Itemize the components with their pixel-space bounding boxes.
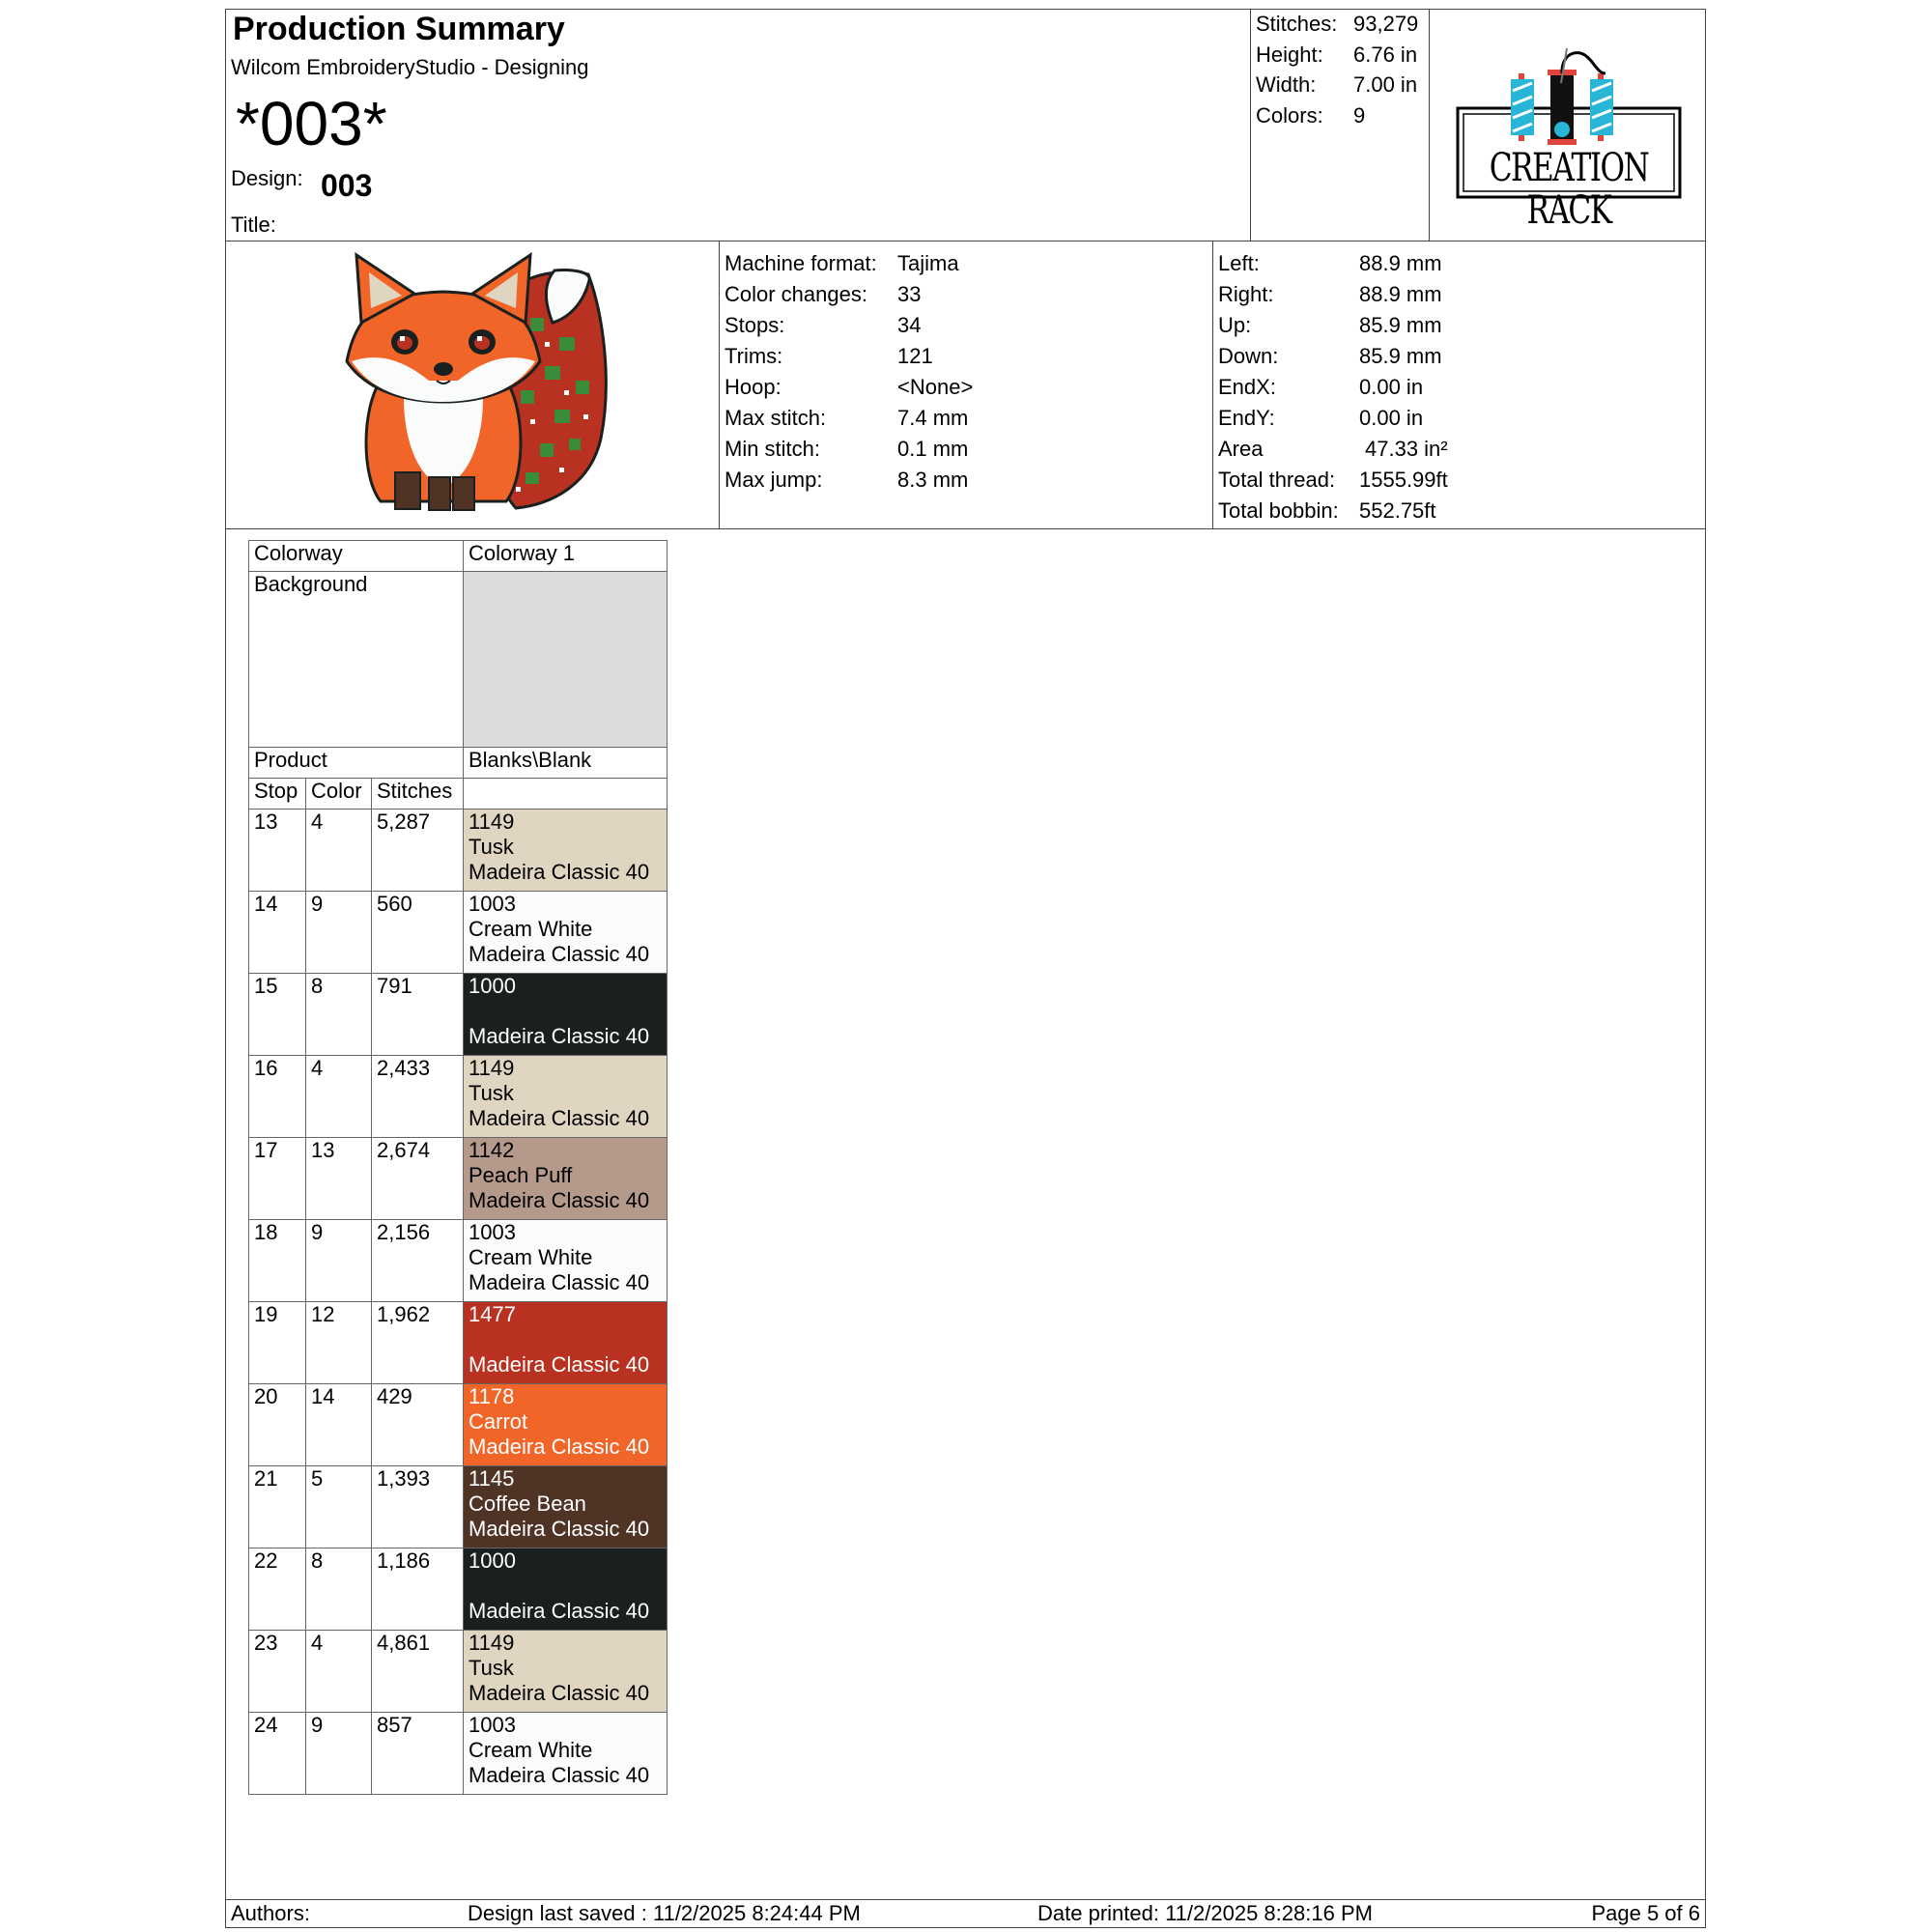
- right-value: 88.9 mm: [1359, 282, 1442, 306]
- stitches-value: 93,279: [1353, 12, 1419, 36]
- thread-swatch: [464, 1056, 668, 1138]
- stop-cell: 14: [249, 892, 306, 974]
- thread-name: Carrot: [469, 1409, 528, 1434]
- stop-cell: 18: [249, 1220, 306, 1302]
- trims-label: Trims:: [724, 344, 783, 368]
- stitches-cell: 5,287: [372, 810, 464, 892]
- color-cell: 8: [306, 1548, 372, 1631]
- thread-row: [249, 810, 668, 892]
- thread-row: [249, 892, 668, 974]
- down-label: Down:: [1218, 344, 1279, 368]
- thread-name: [469, 1327, 662, 1352]
- colorway-label: Colorway: [249, 541, 464, 572]
- design-code: *003*: [236, 89, 387, 158]
- right-label: Right:: [1218, 282, 1274, 306]
- color-cell: 12: [306, 1302, 372, 1384]
- thread-brand: Madeira Classic 40: [469, 1352, 650, 1377]
- product-row: [249, 748, 668, 779]
- thread-brand: Madeira Classic 40: [469, 942, 650, 966]
- thread-swatch: [464, 1713, 668, 1795]
- stitches-cell: 560: [372, 892, 464, 974]
- design-value: 003: [321, 168, 373, 203]
- left-label: Left:: [1218, 251, 1260, 275]
- color-cell: 9: [306, 1220, 372, 1302]
- stop-cell: 20: [249, 1384, 306, 1466]
- max-stitch-label: Max stitch:: [724, 406, 827, 430]
- stop-cell: 16: [249, 1056, 306, 1138]
- thread-row: [249, 1056, 668, 1138]
- colorway-value: Colorway 1: [464, 541, 668, 572]
- max-jump-value: 8.3 mm: [897, 468, 969, 492]
- color-changes-label: Color changes:: [724, 282, 867, 306]
- thread-row: [249, 1466, 668, 1548]
- stop-cell: 15: [249, 974, 306, 1056]
- footer-saved: Design last saved : 11/2/2025 8:24:44 PM: [468, 1901, 861, 1925]
- thread-swatch: [464, 1631, 668, 1713]
- color-cell: 8: [306, 974, 372, 1056]
- total-thread-value: 1555.99ft: [1359, 468, 1448, 492]
- thread-code: 1149: [469, 1631, 515, 1655]
- color-cell: 14: [306, 1384, 372, 1466]
- thread-brand: Madeira Classic 40: [469, 1024, 650, 1048]
- thread-brand: Madeira Classic 40: [469, 1599, 650, 1623]
- stitches-cell: 1,393: [372, 1466, 464, 1548]
- thread-code: 1145: [469, 1466, 515, 1491]
- thread-code: 1003: [469, 1220, 516, 1244]
- colorway-header-row: [249, 541, 668, 572]
- machine-format-value: Tajima: [897, 251, 959, 275]
- up-label: Up:: [1218, 313, 1252, 337]
- thread-name: [469, 1574, 662, 1599]
- machine-format-label: Machine format:: [724, 251, 877, 275]
- color-cell: 9: [306, 1713, 372, 1795]
- thread-swatch: [464, 1548, 668, 1631]
- thread-swatch: [464, 1220, 668, 1302]
- thread-row: [249, 1220, 668, 1302]
- color-cell: 9: [306, 892, 372, 974]
- area-label: Area: [1218, 437, 1264, 461]
- thread-code: 1142: [469, 1138, 515, 1162]
- product-label: Product: [249, 748, 464, 779]
- colorway-table: [248, 540, 668, 1795]
- thread-name: Coffee Bean: [469, 1492, 586, 1516]
- stitches-cell: 791: [372, 974, 464, 1056]
- thread-row: [249, 1631, 668, 1713]
- thread-name: Tusk: [469, 1656, 514, 1680]
- thread-row: [249, 1548, 668, 1631]
- color-changes-value: 33: [897, 282, 922, 306]
- stop-cell: 24: [249, 1713, 306, 1795]
- thread-row: [249, 974, 668, 1056]
- thread-row: [249, 1302, 668, 1384]
- color-cell: 4: [306, 1056, 372, 1138]
- thread-brand: Madeira Classic 40: [469, 1270, 650, 1294]
- thread-code: 1003: [469, 1713, 516, 1737]
- total-bobbin-label: Total bobbin:: [1218, 498, 1339, 523]
- stop-cell: 22: [249, 1548, 306, 1631]
- thread-code: 1149: [469, 1056, 515, 1080]
- max-stitch-value: 7.4 mm: [897, 406, 969, 430]
- footer-printed: Date printed: 11/2/2025 8:28:16 PM: [1037, 1901, 1373, 1925]
- thread-brand: Madeira Classic 40: [469, 1681, 650, 1705]
- stitches-cell: 857: [372, 1713, 464, 1795]
- col-stop-header: Stop: [249, 779, 306, 810]
- product-value: Blanks\Blank: [464, 748, 668, 779]
- endx-label: EndX:: [1218, 375, 1276, 399]
- thread-brand: Madeira Classic 40: [469, 1188, 650, 1212]
- design-label: Design:: [231, 166, 303, 190]
- colors-value: 9: [1353, 103, 1366, 128]
- stops-value: 34: [897, 313, 922, 337]
- thread-swatch: [464, 1384, 668, 1466]
- thread-swatch: [464, 1138, 668, 1220]
- max-jump-label: Max jump:: [724, 468, 823, 492]
- width-label: Width:: [1256, 72, 1317, 97]
- footer-page: Page 5 of 6: [1591, 1901, 1700, 1925]
- color-cell: 13: [306, 1138, 372, 1220]
- background-swatch: [464, 572, 668, 748]
- height-label: Height:: [1256, 43, 1323, 67]
- stop-cell: 23: [249, 1631, 306, 1713]
- stop-cell: 21: [249, 1466, 306, 1548]
- height-value: 6.76 in: [1353, 43, 1418, 67]
- thread-brand: Madeira Classic 40: [469, 1435, 650, 1459]
- column-header-row: [249, 779, 668, 810]
- total-bobbin-value: 552.75ft: [1359, 498, 1436, 523]
- stitches-cell: 2,433: [372, 1056, 464, 1138]
- stitches-cell: 1,186: [372, 1548, 464, 1631]
- hoop-label: Hoop:: [724, 375, 781, 399]
- color-cell: 4: [306, 810, 372, 892]
- col-stitches-header: Stitches: [372, 779, 464, 810]
- thread-swatch: [464, 810, 668, 892]
- title-label: Title:: [231, 213, 276, 237]
- area-value: 47.33 in²: [1365, 437, 1448, 461]
- app-subtitle: Wilcom EmbroideryStudio - Designing: [231, 55, 589, 79]
- left-value: 88.9 mm: [1359, 251, 1442, 275]
- stop-cell: 19: [249, 1302, 306, 1384]
- stitches-cell: 2,156: [372, 1220, 464, 1302]
- thread-swatch: [464, 1302, 668, 1384]
- thread-brand: Madeira Classic 40: [469, 1106, 650, 1130]
- thread-code: 1003: [469, 892, 516, 916]
- stop-cell: 17: [249, 1138, 306, 1220]
- thread-row: [249, 1138, 668, 1220]
- creation-rack-logo: [1453, 44, 1685, 233]
- footer-authors: Authors:: [231, 1901, 310, 1925]
- thread-name: [469, 999, 662, 1024]
- thread-name: Cream White: [469, 1738, 593, 1762]
- col-thread-header: [464, 779, 668, 810]
- width-value: 7.00 in: [1353, 72, 1418, 97]
- stop-cell: 13: [249, 810, 306, 892]
- thread-name: Tusk: [469, 835, 514, 859]
- production-summary-page: [225, 9, 1706, 1928]
- thread-row: [249, 1384, 668, 1466]
- thread-name: Tusk: [469, 1081, 514, 1105]
- stitches-label: Stitches:: [1256, 12, 1338, 36]
- trims-value: 121: [897, 344, 933, 368]
- col-color-header: Color: [306, 779, 372, 810]
- min-stitch-value: 0.1 mm: [897, 437, 969, 461]
- color-cell: 5: [306, 1466, 372, 1548]
- stitches-cell: 1,962: [372, 1302, 464, 1384]
- thread-code: 1000: [469, 974, 516, 998]
- color-cell: 4: [306, 1631, 372, 1713]
- background-label: Background: [249, 572, 464, 748]
- thread-code: 1000: [469, 1548, 516, 1573]
- colors-label: Colors:: [1256, 103, 1323, 128]
- stitches-cell: 4,861: [372, 1631, 464, 1713]
- thread-name: Cream White: [469, 1245, 593, 1269]
- thread-brand: Madeira Classic 40: [469, 860, 650, 884]
- endx-value: 0.00 in: [1359, 375, 1424, 399]
- thread-code: 1178: [469, 1384, 515, 1408]
- endy-value: 0.00 in: [1359, 406, 1424, 430]
- thread-name: Peach Puff: [469, 1163, 573, 1187]
- thread-brand: Madeira Classic 40: [469, 1517, 650, 1541]
- thread-swatch: [464, 1466, 668, 1548]
- background-row: [249, 572, 668, 748]
- stitches-cell: 2,674: [372, 1138, 464, 1220]
- endy-label: EndY:: [1218, 406, 1275, 430]
- thread-swatch: [464, 892, 668, 974]
- fox-design-icon: [323, 245, 612, 526]
- thread-code: 1149: [469, 810, 515, 834]
- design-preview: [323, 245, 612, 526]
- thread-code: 1477: [469, 1302, 516, 1326]
- thread-name: Cream White: [469, 917, 593, 941]
- logo-text: CREATION RACK: [1489, 146, 1649, 233]
- hoop-value: <None>: [897, 375, 974, 399]
- thread-swatch: [464, 974, 668, 1056]
- up-value: 85.9 mm: [1359, 313, 1442, 337]
- thread-brand: Madeira Classic 40: [469, 1763, 650, 1787]
- down-value: 85.9 mm: [1359, 344, 1442, 368]
- min-stitch-label: Min stitch:: [724, 437, 821, 461]
- page-title: Production Summary: [233, 11, 565, 47]
- thread-row: [249, 1713, 668, 1795]
- stitches-cell: 429: [372, 1384, 464, 1466]
- stops-label: Stops:: [724, 313, 785, 337]
- total-thread-label: Total thread:: [1218, 468, 1336, 492]
